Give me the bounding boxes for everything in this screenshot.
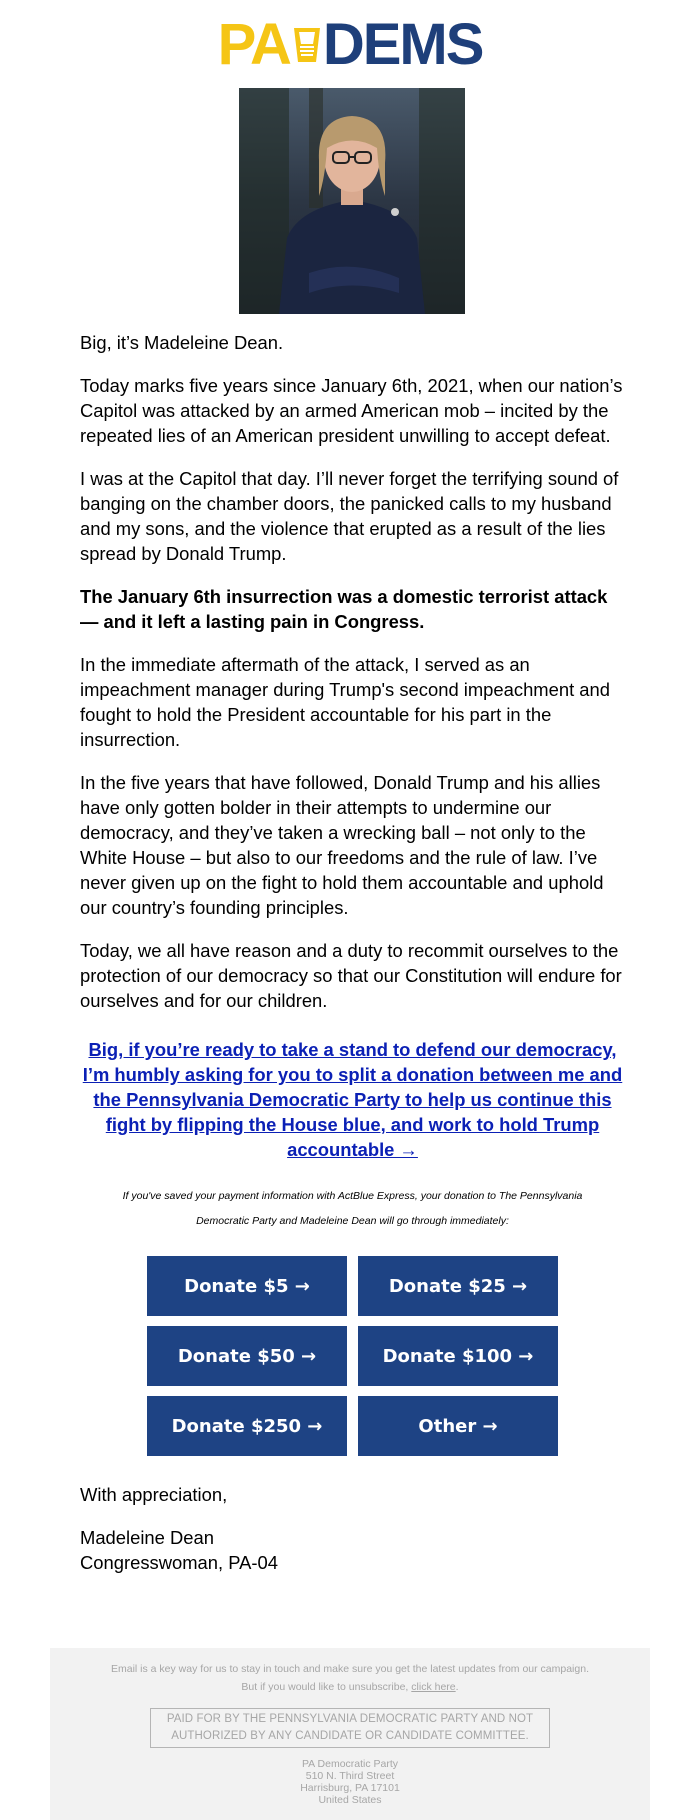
donate-other-button[interactable]: Other → (358, 1396, 558, 1456)
paragraph-4: In the immediate aftermath of the attack, I served as an impeachment manager during Trump's second impeachment and fought to hold the President accountable for his part in the insurrection. (80, 654, 610, 750)
address-city: Harrisburg, PA 17101 (300, 1782, 400, 1794)
donate-250-button[interactable]: Donate $250 → (147, 1396, 347, 1456)
donate-5-button[interactable]: Donate $5 → (147, 1256, 347, 1316)
mailing-address (50, 1758, 650, 1806)
closing: With appreciation, (80, 1484, 228, 1505)
address-org: PA Democratic Party (301, 1758, 399, 1770)
portrait-photo (239, 88, 465, 314)
donate-50-button[interactable]: Donate $50 → (147, 1326, 347, 1386)
paragraph-bold: The January 6th insurrection was a domestic terrorist attack — and it left a lasting pain in Congress. (80, 586, 608, 632)
cta-paragraph (80, 1037, 625, 1162)
address-country: United States (318, 1794, 382, 1806)
padems-logo[interactable] (217, 12, 483, 77)
paragraph-6: Today, we all have reason and a duty to recommit ourselves to the protection of our democracy so that our Constitution will endure for ourselves and for our children. (80, 940, 622, 1011)
signer-name: Madeleine Dean (80, 1527, 214, 1548)
paid-for-disclaimer: PAID FOR BY THE PENNSYLVANIA DEMOCRATIC PARTY AND NOT AUTHORIZED BY ANY CANDIDATE OR CANDIDATE COMMITTEE. (150, 1708, 550, 1748)
unsubscribe-link[interactable]: click here (411, 1681, 456, 1693)
signoff (80, 1482, 625, 1575)
donate-100-button[interactable]: Donate $100 → (358, 1326, 558, 1386)
address-street: 510 N. Third Street (305, 1770, 395, 1782)
unsubscribe-line: But if you would like to unsubscribe, click here. (241, 1681, 459, 1693)
cta-donate-link[interactable]: Big, if you’re ready to take a stand to defend our democracy, I’m humbly asking for you to split a donation between me and the Pennsylvania Democratic Party to help us continue this fight by flipping the House blue, and work to hold Trump accountable → (82, 1039, 623, 1160)
donate-button-grid (80, 1256, 625, 1456)
donate-25-button[interactable]: Donate $25 → (358, 1256, 558, 1316)
paragraph-5: In the five years that have followed, Donald Trump and his allies have only gotten bolder in their attempts to undermine our democracy, and they’ve taken a wrecking ball – not only to the White House – but also to our freedoms and the rule of law. I’ve never given up on the fight to hold them accountable and uphold our country’s founding principles. (80, 772, 604, 918)
paragraph-2: I was at the Capitol that day. I’ll never forget the terrifying sound of banging on the chamber doors, the panicked calls to my husband and my sons, and the violence that erupted as a result of the lies spread by Donald Trump. (80, 468, 619, 564)
footer-note: Email is a key way for us to stay in touch and make sure you get the latest updates from our campaign. (111, 1663, 589, 1675)
signer-title: Congresswoman, PA-04 (80, 1552, 278, 1573)
logo-pa-text: PA (217, 12, 290, 77)
keystone-icon (292, 22, 322, 68)
logo-dems-text: DEMS (322, 12, 483, 77)
email-body (80, 330, 625, 1575)
greeting: Big, it’s Madeleine Dean. (80, 332, 284, 353)
paragraph-1: Today marks five years since January 6th, 2021, when our nation’s Capitol was attacked by an armed American mob – incited by the repeated lies of an American president unwilling to accept defeat. (80, 375, 623, 446)
actblue-fine-print: If you've saved your payment information with ActBlue Express, your donation to The Pennsylvania Democratic Party and Madeleine Dean will go through immediately: (122, 1190, 583, 1227)
email-footer (50, 1648, 650, 1820)
